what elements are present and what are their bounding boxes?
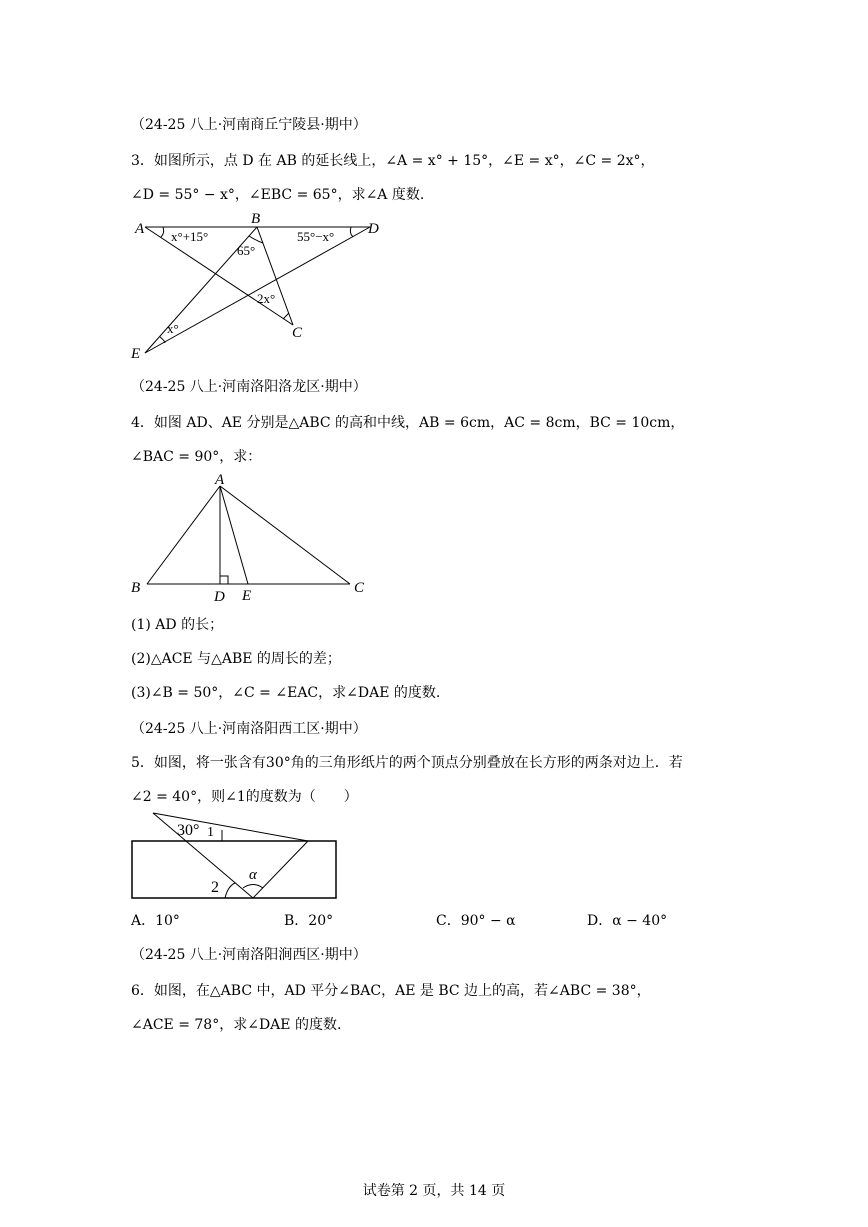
q4-side-ab <box>147 486 220 584</box>
q5-rectangle <box>132 841 336 898</box>
q3-angle-e: x° <box>167 321 179 336</box>
q3-text-line2: ∠D = 55° − x°，∠EBC = 65°，求∠A 度数. <box>131 187 425 203</box>
q4-sub2: (2)△ACE 与△ABE 的周长的差； <box>131 651 341 667</box>
q5-text-line1: 5．如图，将一张含有30°角的三角形纸片的两个顶点分别叠放在长方形的两条对边上．若 <box>131 755 683 771</box>
q5-option-d: D．α − 40° <box>587 913 668 929</box>
q5-triangle-right <box>253 841 308 898</box>
q5-option-c: C．90° − α <box>436 913 516 929</box>
q4-source: （24-25 八上·河南洛阳洛龙区·期中） <box>131 379 367 395</box>
q5-label-30: 30° <box>177 822 200 839</box>
q3-label-a: A <box>135 221 145 237</box>
q4-side-ac <box>220 486 350 584</box>
q3-figure <box>125 205 395 365</box>
q4-label-e: E <box>242 588 252 604</box>
page-footer: 试卷第 2 页，共 14 页 <box>362 1183 506 1199</box>
q3-label-e: E <box>131 346 141 362</box>
q5-arc-2 <box>225 883 235 898</box>
q5-label-alpha: α <box>249 867 257 883</box>
q3-arc-a <box>161 227 164 237</box>
q3-label-d: D <box>368 221 379 237</box>
q3-angle-c: 2x° <box>257 291 276 306</box>
q5-label-2: 2 <box>211 879 219 896</box>
q4-figure <box>125 468 375 606</box>
q3-line-de <box>145 227 370 353</box>
q3-line-ac <box>145 227 293 325</box>
q4-label-c: C <box>354 580 365 596</box>
q5-source: （24-25 八上·河南洛阳西工区·期中） <box>131 721 367 737</box>
q5-figure <box>125 808 345 903</box>
q3-label-c: C <box>292 325 303 341</box>
q4-text-line1: 4．如图 AD、AE 分别是△ABC 的高和中线，AB = 6cm，AC = 8cm，BC = 10cm， <box>131 415 685 431</box>
q6-source: （24-25 八上·河南洛阳涧西区·期中） <box>131 947 367 963</box>
q3-text-line1: 3．如图所示，点 D 在 AB 的延长线上，∠A = x° + 15°，∠E = x°，∠C = 2x°， <box>131 153 655 169</box>
q3-arc-c <box>283 313 289 319</box>
q4-median-ae <box>220 486 248 584</box>
q3-source: （24-25 八上·河南商丘宁陵县·期中） <box>131 117 367 133</box>
q4-sub3: (3)∠B = 50°，∠C = ∠EAC，求∠DAE 的度数. <box>131 685 441 701</box>
q4-sub1: (1) AD 的长； <box>131 617 224 633</box>
q3-label-b: B <box>251 211 261 227</box>
q4-right-angle-mark <box>220 576 228 584</box>
q6-text-line1: 6．如图，在△ABC 中，AD 平分∠BAC，AE 是 BC 边上的高，若∠ABC = 38°， <box>131 983 651 999</box>
q6-text-line2: ∠ACE = 78°，求∠DAE 的度数. <box>131 1017 342 1033</box>
q3-angle-d: 55°−x° <box>297 229 335 244</box>
q5-option-b: B．20° <box>284 913 334 929</box>
q5-option-a: A．10° <box>131 913 180 929</box>
q4-label-b: B <box>131 580 141 596</box>
q3-arc-d <box>350 227 353 237</box>
q5-label-1: 1 <box>207 825 214 840</box>
q5-arc-alpha <box>243 885 263 889</box>
q4-text-line2: ∠BAC = 90°，求： <box>131 449 262 465</box>
q4-label-d: D <box>214 589 225 605</box>
q3-angle-b: 65° <box>237 243 256 258</box>
q3-line-bc <box>257 227 293 325</box>
q3-angle-a: x°+15° <box>171 229 209 244</box>
q4-label-a: A <box>215 472 225 488</box>
q5-text-line2: ∠2 = 40°，则∠1的度数为（ ） <box>131 789 358 805</box>
q5-triangle-left <box>153 813 253 898</box>
